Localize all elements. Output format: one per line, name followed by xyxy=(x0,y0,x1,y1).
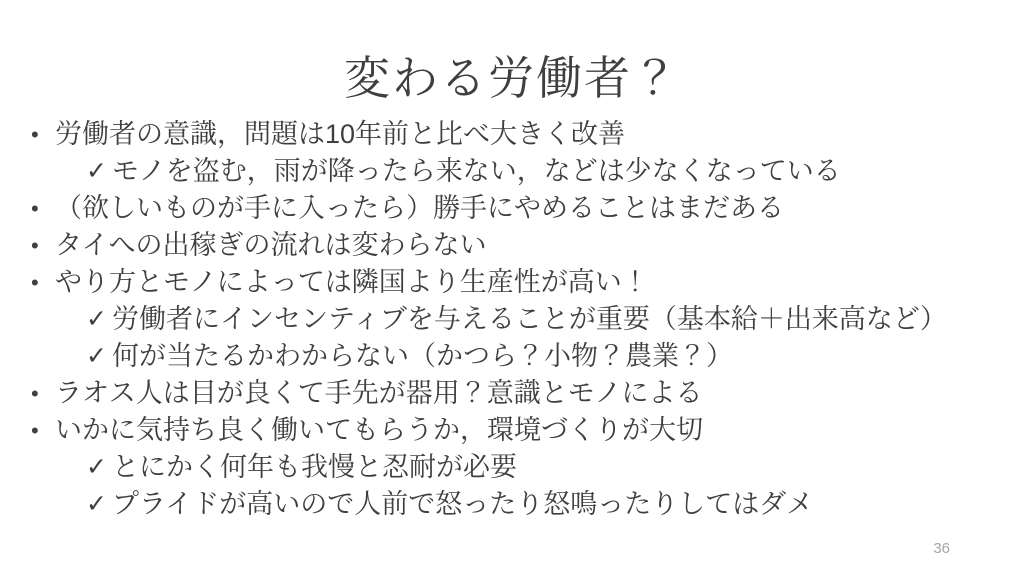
bullet-list xyxy=(0,116,1024,523)
bullet-dot-icon: • xyxy=(31,122,39,147)
bullet-item xyxy=(0,301,1024,338)
bullet-text: ラオス人は目が良くて手先が器用？意識とモノによる xyxy=(55,378,703,408)
bullet-item xyxy=(0,486,1024,523)
bullet-item xyxy=(0,412,1024,449)
bullet-text: タイへの出稼ぎの流れは変わらない xyxy=(55,230,487,260)
check-icon: ✓ xyxy=(86,157,107,185)
bullet-text: 何が当たるかわからない（かつら？小物？農業？） xyxy=(112,341,733,371)
bullet-dot-icon: • xyxy=(31,270,39,295)
bullet-item xyxy=(0,338,1024,375)
bullet-text: いかに気持ち良く働いてもらうか，環境づくりが大切 xyxy=(55,415,703,445)
bullet-text: やり方とモノによっては隣国より生産性が高い！ xyxy=(55,267,649,297)
bullet-item xyxy=(0,449,1024,486)
bullet-item xyxy=(0,227,1024,264)
bullet-text: とにかく何年も我慢と忍耐が必要 xyxy=(112,452,517,482)
check-icon: ✓ xyxy=(86,490,107,518)
check-icon: ✓ xyxy=(86,453,107,481)
check-icon: ✓ xyxy=(86,305,107,333)
bullet-text: （欲しいものが手に入ったら）勝手にやめることはまだある xyxy=(55,193,784,223)
bullet-item xyxy=(0,190,1024,227)
bullet-text: 労働者の意識，問題は10年前と比べ大きく改善 xyxy=(55,119,626,149)
bullet-text: 労働者にインセンティブを与えることが重要（基本給＋出来高など） xyxy=(112,304,947,334)
bullet-dot-icon: • xyxy=(31,381,39,406)
bullet-item xyxy=(0,375,1024,412)
bullet-dot-icon: • xyxy=(31,196,39,221)
bullet-item xyxy=(0,153,1024,190)
bullet-dot-icon: • xyxy=(31,233,39,258)
check-icon: ✓ xyxy=(86,342,107,370)
bullet-item xyxy=(0,116,1024,153)
bullet-dot-icon: • xyxy=(31,418,39,443)
slide-title: 変わる労働者？ xyxy=(344,52,680,104)
page-number: 36 xyxy=(933,540,950,557)
bullet-item xyxy=(0,264,1024,301)
bullet-text: プライドが高いので人前で怒ったり怒鳴ったりしてはダメ xyxy=(112,489,814,519)
bullet-text: モノを盗む，雨が降ったら来ない，などは少なくなっている xyxy=(112,156,841,186)
